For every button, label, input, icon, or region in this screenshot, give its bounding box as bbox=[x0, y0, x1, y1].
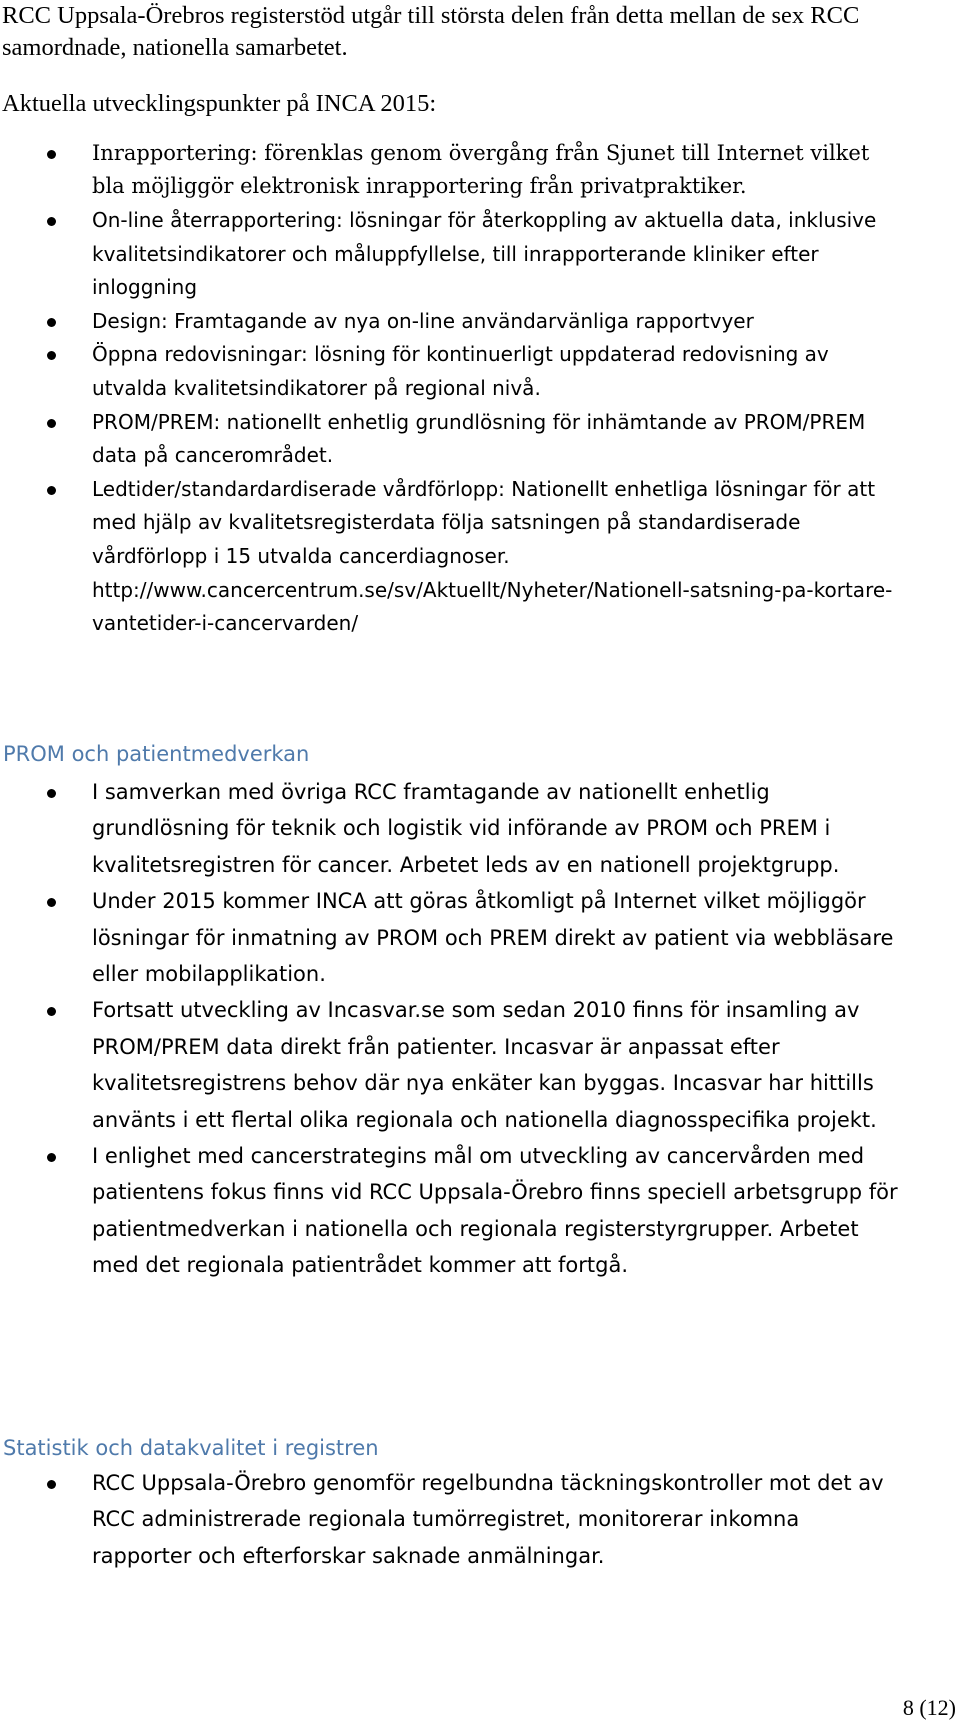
list-item bbox=[0, 1465, 900, 1574]
list-item-text: Ledtider/standardardiserade vårdförlopp: Nationellt enhetliga lösningar för att med hjälp av kvalitetsregisterdata följa satsningen på standardiserade vårdförlopp i 15 utvalda cancerdiagnoser. bbox=[92, 476, 876, 568]
bullet-icon bbox=[47, 150, 56, 159]
intro-paragraph: RCC Uppsala-Örebros registerstöd utgår till största delen från detta mellan de sex RCC samordnade, nationella samarbetet. bbox=[2, 2, 860, 61]
list-item bbox=[0, 305, 900, 339]
section-heading-statistics: Statistik och datakvalitet i registren bbox=[3, 1436, 379, 1460]
list-item-text: Inrapportering: förenklas genom övergång från Sjunet till Internet vilket bla möjliggör elektronisk inrapportering från privatpraktiker. bbox=[92, 141, 870, 198]
list-item bbox=[0, 137, 900, 202]
bullet-icon bbox=[47, 351, 56, 360]
bullet-icon bbox=[47, 419, 56, 428]
list-item bbox=[0, 338, 900, 405]
reference-url[interactable]: http://www.cancercentrum.se/sv/Aktuellt/Nyheter/Nationell-satsning-pa-kortare-vantetider-i-cancervarden/ bbox=[92, 577, 893, 636]
inca-points-list bbox=[0, 137, 900, 641]
list-item bbox=[0, 406, 900, 473]
list-item bbox=[0, 883, 900, 992]
list-item-text: On-line återrapportering: lösningar för återkoppling av aktuella data, inklusive kvalitetsindikatorer och måluppfyllelse, till inrapporterande kliniker efter inloggning bbox=[92, 208, 877, 300]
list-item-text: Fortsatt utveckling av Incasvar.se som sedan 2010 finns för insamling av PROM/PREM data direkt från patienter. Incasvar är anpassat efter kvalitetsregistrens behov där nya enkäter kan byggas. Incasvar har hittills använts i ett flertal olika regionala och nationella diagnosspecifika projekt. bbox=[92, 998, 877, 1132]
list-item-text: Design: Framtagande av nya on-line användarvänliga rapportvyer bbox=[92, 308, 754, 333]
list-item-text: Under 2015 kommer INCA att göras åtkomligt på Internet vilket möjliggör lösningar för inmatning av PROM och PREM direkt av patient via webbläsare eller mobilapplikation. bbox=[92, 889, 894, 987]
statistics-list bbox=[0, 1465, 900, 1574]
list-item bbox=[0, 1138, 900, 1284]
list-item bbox=[0, 992, 900, 1138]
list-item-text: Öppna redovisningar: lösning för kontinuerligt uppdaterad redovisning av utvalda kvalitetsindikatorer på regional nivå. bbox=[92, 342, 829, 400]
prom-list bbox=[0, 774, 900, 1284]
list-item bbox=[0, 473, 900, 641]
list-item-text: I samverkan med övriga RCC framtagande av nationellt enhetlig grundlösning för teknik och logistik vid införande av PROM och PREM i kvalitetsregistren för cancer. Arbetet leds av en nationell projektgrupp. bbox=[92, 780, 840, 877]
bullet-icon bbox=[47, 217, 56, 226]
list-item-text: RCC Uppsala-Örebro genomför regelbundna täckningskontroller mot det av RCC administrerade regionala tumörregistret, monitorerar inkomna rapporter och efterforskar saknade anmälningar. bbox=[92, 1471, 884, 1568]
page-number: 8 (12) bbox=[902, 1695, 956, 1720]
list-item bbox=[0, 204, 900, 305]
bullet-icon bbox=[47, 486, 56, 495]
bullet-icon bbox=[47, 318, 56, 327]
list-item bbox=[0, 774, 900, 883]
bullet-icon bbox=[47, 1153, 56, 1162]
bullet-icon bbox=[47, 898, 56, 907]
bullet-icon bbox=[47, 789, 56, 798]
bullet-icon bbox=[47, 1007, 56, 1016]
inca-points-heading: Aktuella utvecklingspunkter på INCA 2015: bbox=[2, 90, 437, 117]
section-heading-prom: PROM och patientmedverkan bbox=[3, 742, 310, 766]
list-item-text: PROM/PREM: nationellt enhetlig grundlösning för inhämtande av PROM/PREM data på cancerområdet. bbox=[92, 409, 866, 468]
bullet-icon bbox=[47, 1480, 56, 1489]
list-item-text: I enlighet med cancerstrategins mål om utveckling av cancervården med patientens fokus finns vid RCC Uppsala-Örebro finns speciell arbetsgrupp för patientmedverkan i nationella och regionala registerstyrgrupper. Arbetet med det regionala patientrådet kommer att fortgå. bbox=[92, 1144, 898, 1278]
